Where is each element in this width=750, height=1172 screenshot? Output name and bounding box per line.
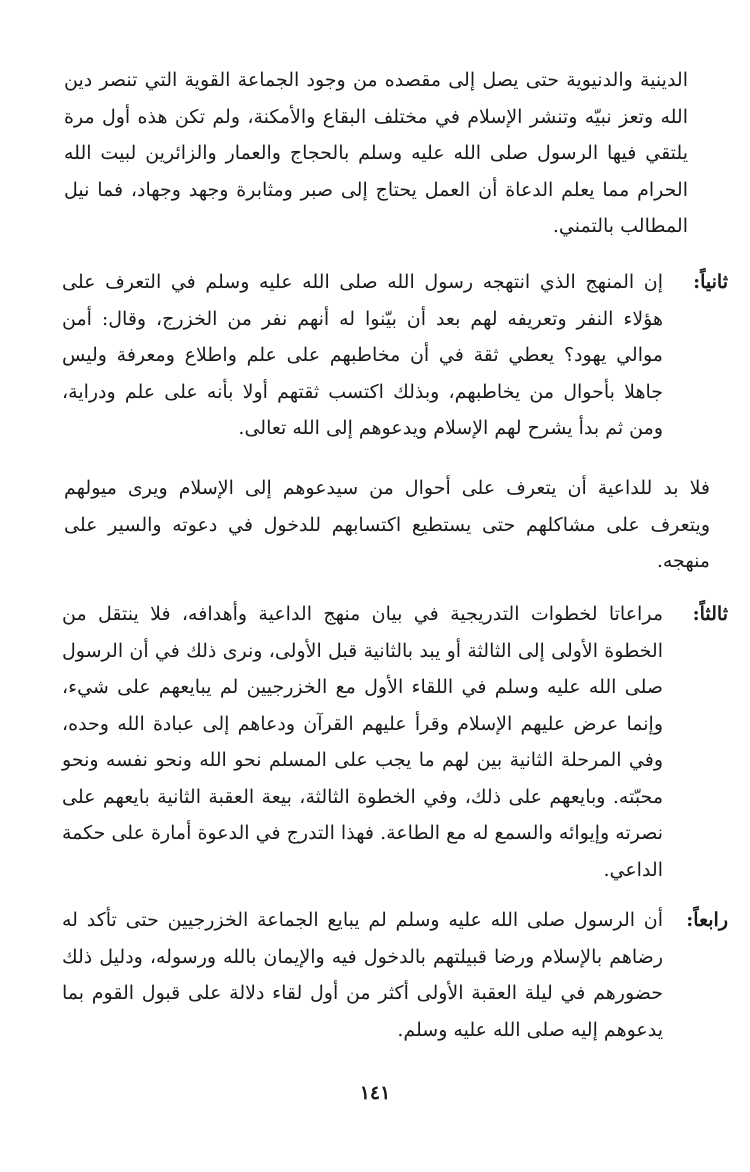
point-second [62,264,728,447]
point-third [62,596,728,888]
page-number: ١٤١ [359,1082,391,1104]
point-second-text: إن المنهج الذي انتهجه رسول الله صلى الله عليه وسلم في التعرف على هؤلاء النفر وتعريفه لهم بعد أن بيّنوا له أنهم نفر من الخزرج، وقال: أمن موالي يهود؟ يعطي ثقة في أن مخاطبهم على علم واطلاع ومعرفة وليس جاهلا بأحوال من يخاطبهم، وبذلك اكتسب ثقتهم أولا بأنه على علم ودراية، ومن ثم بدأ يشرح لهم الإسلام ويدعوهم إلى الله تعالى. [62,271,663,439]
intro-paragraph: الدينية والدنيوية حتى يصل إلى مقصده من وجود الجماعة القوية التي تنصر دين الله وتعز نبيّه وتنشر الإسلام في مختلف البقاع والأمكنة، ولم تكن هذه أول مرة يلتقي فيها الرسول صلى الله عليه وسلم بالحجاج والعمار والزائرين لبيت الله الحرام مما يعلم الدعاة أن العمل يحتاج إلى صبر ومثابرة وجهد وجهاد، فما نيل المطالب بالتمني. [64,69,688,237]
point-fourth [62,902,728,1048]
point-second-label: ثانياً: [693,271,728,293]
point-third-text: مراعاتا لخطوات التدريجية في بيان منهج الداعية وأهدافه، فلا ينتقل من الخطوة الأولى إلى الثالثة أو يبد بالثانية قبل الأولى، ونرى ذلك في أن الرسول صلى الله عليه وسلم في اللقاء الأول مع الخزرجيين لم يبايعهم على شيء، وإنما عرض عليهم الإسلام وقرأ عليهم القرآن ودعاهم إلى عبادة الله وحده، وفي المرحلة الثانية بين لهم ما يجب على المسلم نحو الله ونحو نفسه ونحو محبّته. وبايعهم على ذلك، وفي الخطوة الثالثة، بيعة العقبة الثانية بايعهم على نصرته وإيوائه والسمع له مع الطاعة. فهذا التدرج في الدعوة أمارة على حكمة الداعي. [62,603,663,881]
middle-paragraph: فلا بد للداعية أن يتعرف على أحوال من سيدعوهم إلى الإسلام ويرى ميولهم ويتعرف على مشاكلهم حتى يستطيع اكتسابهم للدخول في دعوته والسير على منهجه. [64,477,710,572]
point-fourth-label: رابعاً: [686,909,728,931]
point-third-label: ثالثاً: [692,603,728,625]
point-fourth-text: أن الرسول صلى الله عليه وسلم لم يبايع الجماعة الخزرجيين حتى تأكد له رضاهم بالإسلام ورضا قبيلتهم بالدخول فيه والإيمان بالله ورسوله، ودليل ذلك حضورهم في ليلة العقبة الأولى أكثر من أول لقاء دلالة على قبول القوم بما يدعوهم إليه صلى الله عليه وسلم. [62,909,663,1041]
